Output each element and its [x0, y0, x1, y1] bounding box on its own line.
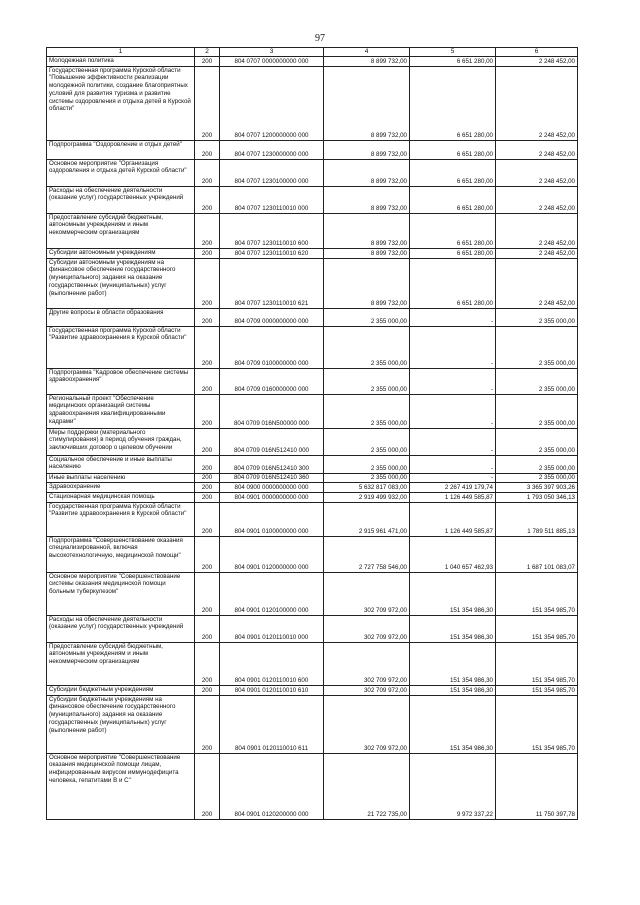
row-grbs-cell: 200 — [195, 213, 220, 248]
row-value-1-cell: 2 355 000,00 — [324, 326, 410, 368]
row-name-cell: Социальное обеспечение и иные выплаты населению — [47, 455, 195, 473]
row-value-1-cell: 302 709 972,00 — [324, 685, 410, 695]
row-name-cell: Молодежная политика — [47, 56, 195, 66]
row-name-cell: Здравоохранение — [47, 482, 195, 492]
table-row — [47, 473, 578, 482]
row-code-cell: 804 0707 1230110010 621 — [220, 258, 324, 308]
row-grbs-cell: 200 — [195, 248, 220, 258]
row-value-1-cell: 2 355 000,00 — [324, 368, 410, 394]
row-value-2-cell: - — [410, 473, 496, 482]
row-grbs-cell: 200 — [195, 502, 220, 536]
row-value-3-cell: 2 248 452,00 — [496, 248, 578, 258]
row-value-1-cell: 5 632 817 083,00 — [324, 482, 410, 492]
row-value-2-cell: 6 651 280,00 — [410, 140, 496, 159]
table-header — [47, 48, 578, 57]
row-grbs-cell: 200 — [195, 368, 220, 394]
row-code-cell: 804 0707 1230110010 600 — [220, 213, 324, 248]
row-value-2-cell: 1 040 657 462,93 — [410, 536, 496, 572]
row-grbs-cell: 200 — [195, 642, 220, 685]
row-value-1-cell: 2 355 000,00 — [324, 473, 410, 482]
row-value-2-cell: - — [410, 326, 496, 368]
row-value-2-cell: 6 651 280,00 — [410, 248, 496, 258]
table-row — [47, 56, 578, 66]
row-grbs-cell: 200 — [195, 56, 220, 66]
row-code-cell: 804 0707 1230100000 000 — [220, 159, 324, 186]
header-col-5: 5 — [410, 48, 496, 57]
table-row — [47, 502, 578, 536]
row-grbs-cell: 200 — [195, 536, 220, 572]
row-value-2-cell: 6 651 280,00 — [410, 159, 496, 186]
row-value-1-cell: 2 919 499 932,00 — [324, 492, 410, 502]
row-value-3-cell: 2 248 452,00 — [496, 213, 578, 248]
row-name-cell: Субсидии бюджетным учреждениям на финансовое обеспечение государственного (муниципального) задания на оказание государственных (муниципальных) услуг (выполнение работ) — [47, 695, 195, 753]
table-body — [47, 56, 578, 819]
row-value-3-cell: 3 365 397 903,26 — [496, 482, 578, 492]
table-row — [47, 455, 578, 473]
table-row — [47, 428, 578, 455]
row-value-2-cell: 151 354 986,30 — [410, 572, 496, 615]
row-grbs-cell: 200 — [195, 308, 220, 326]
header-col-1: 1 — [47, 48, 195, 57]
row-name-cell: Иные выплаты населению — [47, 473, 195, 482]
row-code-cell: 804 0900 0000000000 000 — [220, 482, 324, 492]
row-grbs-cell: 200 — [195, 473, 220, 482]
row-code-cell: 804 0709 0100000000 000 — [220, 326, 324, 368]
row-value-1-cell: 8 899 732,00 — [324, 66, 410, 140]
row-grbs-cell: 200 — [195, 258, 220, 308]
header-col-4: 4 — [324, 48, 410, 57]
row-value-3-cell: 151 354 985,70 — [496, 572, 578, 615]
row-value-2-cell: 1 126 449 585,87 — [410, 502, 496, 536]
row-name-cell: Государственная программа Курской области "Развитие здравоохранения в Курской области" — [47, 502, 195, 536]
table-row — [47, 685, 578, 695]
row-grbs-cell: 200 — [195, 685, 220, 695]
row-value-2-cell: 2 267 419 179,74 — [410, 482, 496, 492]
row-code-cell: 804 0709 016N512410 000 — [220, 428, 324, 455]
page-number: 97 — [315, 33, 325, 44]
row-value-3-cell: 151 354 985,70 — [496, 615, 578, 642]
table-row — [47, 753, 578, 819]
row-value-2-cell: 6 651 280,00 — [410, 213, 496, 248]
row-value-1-cell: 21 722 735,00 — [324, 753, 410, 819]
row-value-3-cell: 2 248 452,00 — [496, 186, 578, 213]
row-name-cell: Региональный проект "Обеспечение медицинских организаций системы здравоохранения квалифицированными кадрами" — [47, 394, 195, 428]
row-name-cell: Расходы на обеспечение деятельности (оказание услуг) государственных учреждений — [47, 186, 195, 213]
row-value-1-cell: 8 899 732,00 — [324, 140, 410, 159]
row-value-1-cell: 302 709 972,00 — [324, 615, 410, 642]
row-name-cell: Подпрограмма "Кадровое обеспечение системы здравоохранения" — [47, 368, 195, 394]
row-value-2-cell: 6 651 280,00 — [410, 66, 496, 140]
table-row — [47, 248, 578, 258]
row-value-3-cell: 2 355 000,00 — [496, 326, 578, 368]
row-code-cell: 804 0901 0120110010 610 — [220, 685, 324, 695]
row-value-3-cell: 151 354 985,70 — [496, 695, 578, 753]
row-value-1-cell: 8 899 732,00 — [324, 213, 410, 248]
row-value-2-cell: 6 651 280,00 — [410, 186, 496, 213]
row-code-cell: 804 0901 0120000000 000 — [220, 536, 324, 572]
table-row — [47, 140, 578, 159]
row-code-cell: 804 0707 1230110010 620 — [220, 248, 324, 258]
row-code-cell: 804 0707 1230110010 000 — [220, 186, 324, 213]
table-row — [47, 695, 578, 753]
row-name-cell: Подпрограмма "Оздоровление и отдых детей" — [47, 140, 195, 159]
row-value-3-cell: 1 793 050 346,13 — [496, 492, 578, 502]
row-name-cell: Другие вопросы в области образования — [47, 308, 195, 326]
table-row — [47, 492, 578, 502]
header-col-3: 3 — [220, 48, 324, 57]
row-value-2-cell: - — [410, 428, 496, 455]
row-code-cell: 804 0709 0160000000 000 — [220, 368, 324, 394]
header-row — [47, 48, 578, 57]
row-value-2-cell: - — [410, 394, 496, 428]
row-value-3-cell: 2 355 000,00 — [496, 455, 578, 473]
row-code-cell: 804 0707 0000000000 000 — [220, 56, 324, 66]
row-value-3-cell: 2 355 000,00 — [496, 368, 578, 394]
row-name-cell: Субсидии автономным учреждениям — [47, 248, 195, 258]
row-code-cell: 804 0901 0120110010 600 — [220, 642, 324, 685]
row-value-2-cell: 151 354 986,30 — [410, 642, 496, 685]
table-row — [47, 572, 578, 615]
row-value-3-cell: 2 355 000,00 — [496, 394, 578, 428]
table-row — [47, 159, 578, 186]
table-row — [47, 186, 578, 213]
row-name-cell: Расходы на обеспечение деятельности (оказание услуг) государственных учреждений — [47, 615, 195, 642]
row-value-3-cell: 2 248 452,00 — [496, 56, 578, 66]
row-value-2-cell: 1 126 449 585,87 — [410, 492, 496, 502]
row-value-1-cell: 302 709 972,00 — [324, 572, 410, 615]
row-name-cell: Основное мероприятие "Совершенствование системы оказания медицинской помощи больным туберкулезом" — [47, 572, 195, 615]
row-value-3-cell: 151 354 985,70 — [496, 685, 578, 695]
row-code-cell: 804 0707 1200000000 000 — [220, 66, 324, 140]
table-row — [47, 66, 578, 140]
row-value-1-cell: 302 709 972,00 — [324, 695, 410, 753]
row-code-cell: 804 0707 1230000000 000 — [220, 140, 324, 159]
row-code-cell: 804 0709 016N512410 300 — [220, 455, 324, 473]
row-grbs-cell: 200 — [195, 492, 220, 502]
row-name-cell: Государственная программа Курской области "Повышение эффективности реализации молодежной политики, создание благоприятных условий для развития туризма и развитие системы оздоровления и отдыха детей в Курской области" — [47, 66, 195, 140]
row-code-cell: 804 0901 0120110010 000 — [220, 615, 324, 642]
table-row — [47, 394, 578, 428]
row-value-2-cell: 9 972 337,22 — [410, 753, 496, 819]
table-row — [47, 482, 578, 492]
row-code-cell: 804 0709 016N512410 360 — [220, 473, 324, 482]
row-value-2-cell: - — [410, 368, 496, 394]
row-grbs-cell: 200 — [195, 394, 220, 428]
row-value-3-cell: 2 248 452,00 — [496, 140, 578, 159]
header-col-6: 6 — [496, 48, 578, 57]
row-name-cell: Основное мероприятие "Совершенствование оказания медицинской помощи лицам, инфицированным вирусом иммунодефицита человека, гепатитами В и С" — [47, 753, 195, 819]
row-name-cell: Основное мероприятие "Организация оздоровления и отдыха детей Курской области" — [47, 159, 195, 186]
row-code-cell: 804 0901 0000000000 000 — [220, 492, 324, 502]
row-grbs-cell: 200 — [195, 326, 220, 368]
row-code-cell: 804 0901 0100000000 000 — [220, 502, 324, 536]
row-grbs-cell: 200 — [195, 482, 220, 492]
row-value-1-cell: 2 727 758 546,00 — [324, 536, 410, 572]
row-name-cell: Подпрограмма "Совершенствование оказания специализированной, включая высокотехнологичную, медицинской помощи" — [47, 536, 195, 572]
row-grbs-cell: 200 — [195, 186, 220, 213]
row-value-2-cell: 151 354 986,30 — [410, 695, 496, 753]
row-value-1-cell: 8 899 732,00 — [324, 56, 410, 66]
row-value-3-cell: 2 355 000,00 — [496, 428, 578, 455]
row-value-3-cell: 11 750 397,78 — [496, 753, 578, 819]
row-code-cell: 804 0709 016N500000 000 — [220, 394, 324, 428]
row-value-1-cell: 2 355 000,00 — [324, 428, 410, 455]
row-grbs-cell: 200 — [195, 572, 220, 615]
table-row — [47, 615, 578, 642]
row-grbs-cell: 200 — [195, 615, 220, 642]
row-value-2-cell: 6 651 280,00 — [410, 56, 496, 66]
row-name-cell: Предоставление субсидий бюджетным, автономным учреждениям и иным некоммерческим организациям — [47, 642, 195, 685]
row-grbs-cell: 200 — [195, 66, 220, 140]
row-value-2-cell: - — [410, 455, 496, 473]
table-row — [47, 536, 578, 572]
row-name-cell: Субсидии бюджетным учреждениям — [47, 685, 195, 695]
table-row — [47, 308, 578, 326]
row-value-1-cell: 2 355 000,00 — [324, 455, 410, 473]
row-grbs-cell: 200 — [195, 753, 220, 819]
row-value-3-cell: 1 789 511 885,13 — [496, 502, 578, 536]
row-value-1-cell: 2 355 000,00 — [324, 394, 410, 428]
row-name-cell: Государственная программа Курской области "Развитие здравоохранения в Курской области" — [47, 326, 195, 368]
row-value-3-cell: 151 354 985,70 — [496, 642, 578, 685]
table-row — [47, 368, 578, 394]
table-row — [47, 213, 578, 248]
row-value-1-cell: 8 899 732,00 — [324, 248, 410, 258]
row-value-3-cell: 2 355 000,00 — [496, 308, 578, 326]
row-name-cell: Предоставление субсидий бюджетным, автономным учреждениям и иным некоммерческим организациям — [47, 213, 195, 248]
row-value-1-cell: 302 709 972,00 — [324, 642, 410, 685]
row-value-3-cell: 2 355 000,00 — [496, 473, 578, 482]
row-value-1-cell: 2 355 000,00 — [324, 308, 410, 326]
row-value-3-cell: 2 248 452,00 — [496, 159, 578, 186]
row-value-1-cell: 2 915 961 471,00 — [324, 502, 410, 536]
row-code-cell: 804 0901 0120100000 000 — [220, 572, 324, 615]
row-grbs-cell: 200 — [195, 455, 220, 473]
header-col-2: 2 — [195, 48, 220, 57]
row-value-1-cell: 8 899 732,00 — [324, 258, 410, 308]
row-code-cell: 804 0709 0000000000 000 — [220, 308, 324, 326]
table-row — [47, 642, 578, 685]
row-value-1-cell: 8 899 732,00 — [324, 186, 410, 213]
row-grbs-cell: 200 — [195, 140, 220, 159]
row-value-2-cell: - — [410, 308, 496, 326]
row-value-2-cell: 151 354 986,30 — [410, 685, 496, 695]
row-code-cell: 804 0901 0120110010 611 — [220, 695, 324, 753]
row-grbs-cell: 200 — [195, 695, 220, 753]
budget-table — [46, 47, 578, 820]
table-row — [47, 258, 578, 308]
row-value-2-cell: 6 651 280,00 — [410, 258, 496, 308]
table-row — [47, 326, 578, 368]
row-value-1-cell: 8 899 732,00 — [324, 159, 410, 186]
row-value-2-cell: 151 354 986,30 — [410, 615, 496, 642]
row-grbs-cell: 200 — [195, 428, 220, 455]
row-value-3-cell: 2 248 452,00 — [496, 258, 578, 308]
row-grbs-cell: 200 — [195, 159, 220, 186]
row-value-3-cell: 2 248 452,00 — [496, 66, 578, 140]
row-value-3-cell: 1 687 101 083,07 — [496, 536, 578, 572]
row-name-cell: Стационарная медицинская помощь — [47, 492, 195, 502]
row-name-cell: Меры поддержки (материального стимулирования) в период обучения граждан, заключивших договор о целевом обучении — [47, 428, 195, 455]
row-name-cell: Субсидии автономным учреждениям на финансовое обеспечение государственного (муниципального) задания на оказание государственных (муниципальных) услуг (выполнение работ) — [47, 258, 195, 308]
row-code-cell: 804 0901 0120200000 000 — [220, 753, 324, 819]
